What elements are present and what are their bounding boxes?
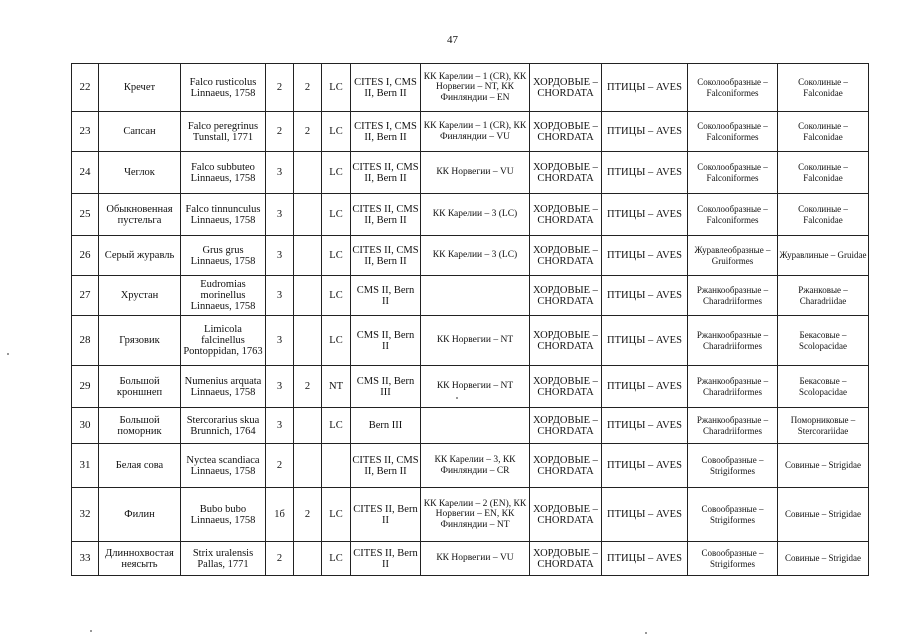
cell-iucn-status: LC	[322, 542, 351, 576]
cell-iucn-status: LC	[322, 236, 351, 276]
table-body	[72, 64, 869, 576]
cell-latin-name: Nyctea scandiaca Linnaeus, 1758	[181, 444, 266, 488]
table-row	[72, 194, 869, 236]
cell-family: Бекасовые – Scolopacidae	[778, 316, 869, 366]
cell-category-1: 3	[266, 408, 294, 444]
cell-row-number: 29	[72, 366, 99, 408]
cell-latin-name: Numenius arquata Linnaeus, 1758	[181, 366, 266, 408]
cell-latin-name: Limicola falcinellus Pontoppidan, 1763	[181, 316, 266, 366]
page-number: 47	[447, 34, 458, 46]
scan-dot	[90, 630, 92, 632]
cell-latin-name: Stercorarius skua Brunnich, 1764	[181, 408, 266, 444]
table-row	[72, 444, 869, 488]
cell-category-2	[294, 194, 322, 236]
cell-phylum: ХОРДОВЫЕ – CHORDATA	[530, 194, 602, 236]
cell-class: ПТИЦЫ – AVES	[602, 488, 688, 542]
cell-family: Соколиные – Falconidae	[778, 152, 869, 194]
cell-category-2	[294, 152, 322, 194]
cell-red-books: КК Карелии – 3 (LC)	[421, 236, 530, 276]
cell-conventions: CITES II, CMS II, Bern II	[351, 194, 421, 236]
table-row	[72, 366, 869, 408]
scan-dot	[645, 632, 647, 634]
scan-dot	[7, 353, 9, 355]
cell-category-2	[294, 408, 322, 444]
cell-category-1: 2	[266, 444, 294, 488]
cell-red-books: КК Карелии – 3 (LC)	[421, 194, 530, 236]
cell-order: Ржанкообразные – Charadriiformes	[688, 276, 778, 316]
cell-order: Ржанкообразные – Charadriiformes	[688, 366, 778, 408]
cell-conventions: CITES II, CMS II, Bern II	[351, 236, 421, 276]
cell-category-1: 2	[266, 64, 294, 112]
cell-latin-name: Grus grus Linnaeus, 1758	[181, 236, 266, 276]
cell-row-number: 27	[72, 276, 99, 316]
cell-conventions: CMS II, Bern II	[351, 316, 421, 366]
cell-iucn-status: LC	[322, 194, 351, 236]
cell-order: Соколообразные – Falconiformes	[688, 194, 778, 236]
cell-red-books	[421, 408, 530, 444]
table-row	[72, 316, 869, 366]
cell-category-1: 3	[266, 366, 294, 408]
cell-category-1: 3	[266, 276, 294, 316]
table-row	[72, 64, 869, 112]
cell-category-2	[294, 316, 322, 366]
cell-row-number: 28	[72, 316, 99, 366]
cell-class: ПТИЦЫ – AVES	[602, 276, 688, 316]
cell-phylum: ХОРДОВЫЕ – CHORDATA	[530, 444, 602, 488]
cell-red-books: КК Норвегии – VU	[421, 542, 530, 576]
cell-row-number: 33	[72, 542, 99, 576]
cell-species-name: Чеглок	[99, 152, 181, 194]
cell-order: Совообразные – Strigiformes	[688, 542, 778, 576]
cell-class: ПТИЦЫ – AVES	[602, 236, 688, 276]
cell-iucn-status: LC	[322, 152, 351, 194]
cell-order: Ржанкообразные – Charadriiformes	[688, 408, 778, 444]
cell-species-name: Белая сова	[99, 444, 181, 488]
cell-category-2	[294, 236, 322, 276]
cell-conventions: CMS II, Bern II	[351, 276, 421, 316]
cell-order: Совообразные – Strigiformes	[688, 488, 778, 542]
cell-species-name: Серый журавль	[99, 236, 181, 276]
cell-latin-name: Falco tinnunculus Linnaeus, 1758	[181, 194, 266, 236]
cell-family: Совиные – Strigidae	[778, 488, 869, 542]
cell-row-number: 31	[72, 444, 99, 488]
cell-category-1: 1б	[266, 488, 294, 542]
cell-conventions: CITES II, Bern II	[351, 488, 421, 542]
cell-order: Журавлеобразные – Gruiformes	[688, 236, 778, 276]
scan-dot	[456, 397, 458, 399]
cell-latin-name: Bubo bubo Linnaeus, 1758	[181, 488, 266, 542]
cell-phylum: ХОРДОВЫЕ – CHORDATA	[530, 64, 602, 112]
cell-latin-name: Falco rusticolus Linnaeus, 1758	[181, 64, 266, 112]
cell-category-2	[294, 444, 322, 488]
cell-row-number: 24	[72, 152, 99, 194]
cell-iucn-status: LC	[322, 64, 351, 112]
cell-category-2	[294, 542, 322, 576]
table-row	[72, 112, 869, 152]
cell-category-1: 3	[266, 152, 294, 194]
cell-conventions: CITES II, CMS II, Bern II	[351, 444, 421, 488]
cell-category-1: 3	[266, 316, 294, 366]
cell-species-name: Длиннохвостая неясыть	[99, 542, 181, 576]
cell-red-books: КК Карелии – 2 (EN), КК Норвегии – EN, КК Финляндии – NT	[421, 488, 530, 542]
cell-latin-name: Strix uralensis Pallas, 1771	[181, 542, 266, 576]
cell-family: Соколиные – Falconidae	[778, 64, 869, 112]
cell-phylum: ХОРДОВЫЕ – CHORDATA	[530, 236, 602, 276]
cell-row-number: 22	[72, 64, 99, 112]
cell-species-name: Обыкновенная пустельга	[99, 194, 181, 236]
cell-class: ПТИЦЫ – AVES	[602, 542, 688, 576]
cell-conventions: CITES I, CMS II, Bern II	[351, 64, 421, 112]
cell-phylum: ХОРДОВЫЕ – CHORDATA	[530, 366, 602, 408]
cell-order: Соколообразные – Falconiformes	[688, 112, 778, 152]
cell-family: Журавлиные – Gruidae	[778, 236, 869, 276]
cell-red-books: КК Норвегии – VU	[421, 152, 530, 194]
cell-iucn-status: LC	[322, 408, 351, 444]
cell-class: ПТИЦЫ – AVES	[602, 112, 688, 152]
cell-category-1: 2	[266, 112, 294, 152]
cell-species-name: Большой кроншнеп	[99, 366, 181, 408]
cell-class: ПТИЦЫ – AVES	[602, 408, 688, 444]
cell-class: ПТИЦЫ – AVES	[602, 316, 688, 366]
cell-red-books: КК Карелии – 1 (CR), КК Норвегии – NT, КК Финляндии – EN	[421, 64, 530, 112]
cell-red-books	[421, 276, 530, 316]
cell-iucn-status: LC	[322, 316, 351, 366]
table-row	[72, 408, 869, 444]
cell-latin-name: Falco peregrinus Tunstall, 1771	[181, 112, 266, 152]
table-row	[72, 542, 869, 576]
cell-latin-name: Falco subbuteo Linnaeus, 1758	[181, 152, 266, 194]
cell-order: Соколообразные – Falconiformes	[688, 152, 778, 194]
cell-conventions: CITES II, Bern II	[351, 542, 421, 576]
cell-iucn-status: LC	[322, 276, 351, 316]
cell-category-2: 2	[294, 366, 322, 408]
cell-species-name: Большой поморник	[99, 408, 181, 444]
cell-latin-name: Eudromias morinellus Linnaeus, 1758	[181, 276, 266, 316]
cell-red-books: КК Карелии – 1 (CR), КК Финляндии – VU	[421, 112, 530, 152]
table-row	[72, 276, 869, 316]
cell-row-number: 26	[72, 236, 99, 276]
cell-conventions: Bern III	[351, 408, 421, 444]
cell-species-name: Грязовик	[99, 316, 181, 366]
cell-iucn-status: LC	[322, 112, 351, 152]
cell-class: ПТИЦЫ – AVES	[602, 194, 688, 236]
cell-class: ПТИЦЫ – AVES	[602, 64, 688, 112]
cell-phylum: ХОРДОВЫЕ – CHORDATA	[530, 152, 602, 194]
cell-row-number: 32	[72, 488, 99, 542]
cell-red-books: КК Норвегии – NT	[421, 316, 530, 366]
cell-family: Соколиные – Falconidae	[778, 112, 869, 152]
cell-phylum: ХОРДОВЫЕ – CHORDATA	[530, 316, 602, 366]
cell-category-2: 2	[294, 112, 322, 152]
cell-conventions: CMS II, Bern III	[351, 366, 421, 408]
cell-order: Ржанкообразные – Charadriiformes	[688, 316, 778, 366]
cell-row-number: 23	[72, 112, 99, 152]
cell-iucn-status: LC	[322, 488, 351, 542]
cell-phylum: ХОРДОВЫЕ – CHORDATA	[530, 542, 602, 576]
cell-species-name: Хрустан	[99, 276, 181, 316]
cell-family: Ржанковые – Charadriidae	[778, 276, 869, 316]
cell-family: Соколиные – Falconidae	[778, 194, 869, 236]
cell-red-books: КК Норвегии – NT	[421, 366, 530, 408]
cell-category-2: 2	[294, 64, 322, 112]
cell-row-number: 30	[72, 408, 99, 444]
cell-order: Совообразные – Strigiformes	[688, 444, 778, 488]
cell-phylum: ХОРДОВЫЕ – CHORDATA	[530, 488, 602, 542]
cell-order: Соколообразные – Falconiformes	[688, 64, 778, 112]
cell-class: ПТИЦЫ – AVES	[602, 152, 688, 194]
table-row	[72, 488, 869, 542]
cell-family: Бекасовые – Scolopacidae	[778, 366, 869, 408]
cell-category-1: 3	[266, 194, 294, 236]
table-row	[72, 152, 869, 194]
cell-iucn-status	[322, 444, 351, 488]
cell-category-2	[294, 276, 322, 316]
cell-class: ПТИЦЫ – AVES	[602, 444, 688, 488]
cell-phylum: ХОРДОВЫЕ – CHORDATA	[530, 408, 602, 444]
cell-phylum: ХОРДОВЫЕ – CHORDATA	[530, 112, 602, 152]
cell-species-name: Кречет	[99, 64, 181, 112]
cell-species-name: Филин	[99, 488, 181, 542]
cell-red-books: КК Карелии – 3, КК Финляндии – CR	[421, 444, 530, 488]
cell-iucn-status: NT	[322, 366, 351, 408]
cell-family: Поморниковые – Stercorariidae	[778, 408, 869, 444]
cell-phylum: ХОРДОВЫЕ – CHORDATA	[530, 276, 602, 316]
cell-category-1: 3	[266, 236, 294, 276]
cell-family: Совиные – Strigidae	[778, 444, 869, 488]
cell-family: Совиные – Strigidae	[778, 542, 869, 576]
cell-category-1: 2	[266, 542, 294, 576]
cell-class: ПТИЦЫ – AVES	[602, 366, 688, 408]
cell-row-number: 25	[72, 194, 99, 236]
cell-species-name: Сапсан	[99, 112, 181, 152]
cell-conventions: CITES II, CMS II, Bern II	[351, 152, 421, 194]
species-table	[71, 63, 869, 576]
cell-conventions: CITES I, CMS II, Bern II	[351, 112, 421, 152]
cell-category-2: 2	[294, 488, 322, 542]
table-row	[72, 236, 869, 276]
